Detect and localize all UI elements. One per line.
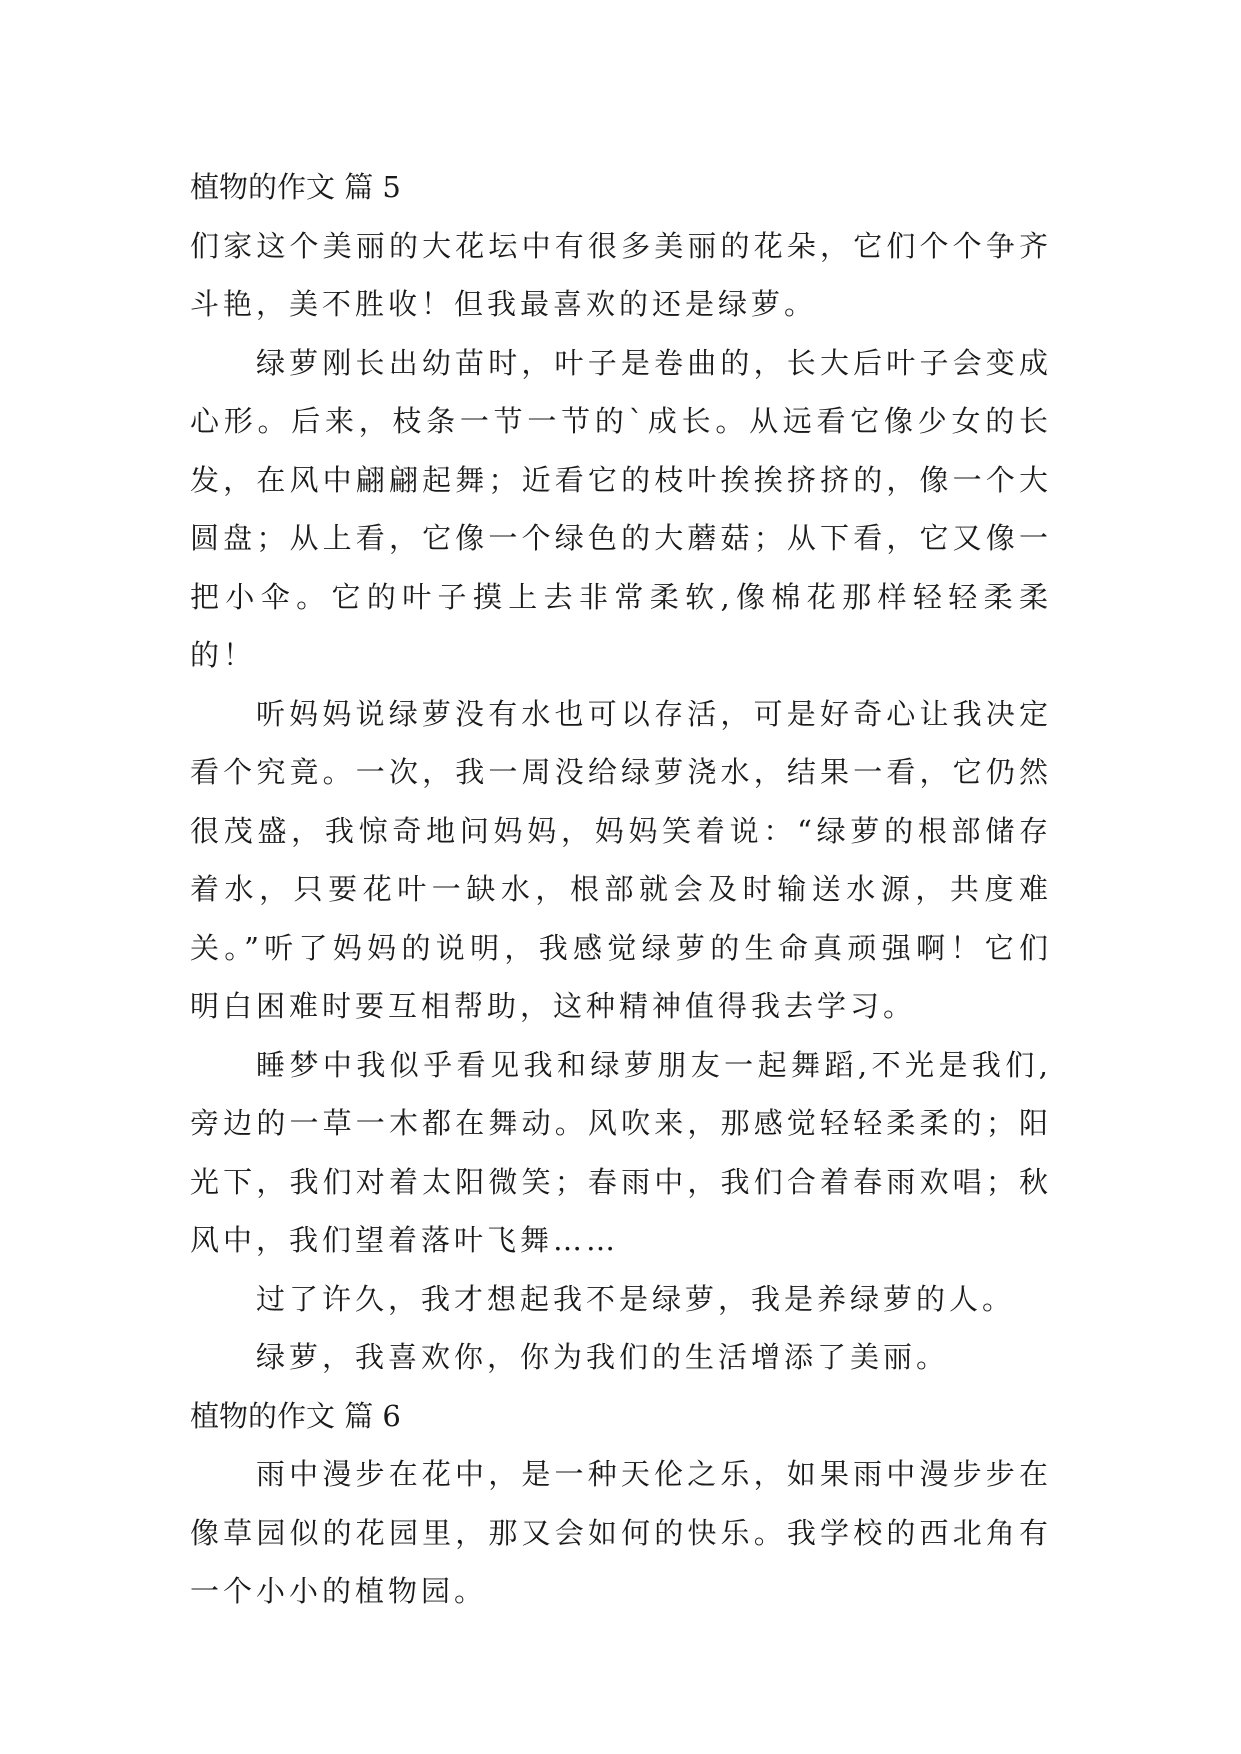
document-body (190, 158, 1052, 1621)
paragraph-garden: 雨中漫步在花中，是一种天伦之乐，如果雨中漫步步在像草园似的花园里，那又会如何的快乐。我学校的西北角有一个小小的植物园。 (190, 1457, 1052, 1608)
section-heading-6: 植物的作文 篇 6 (190, 1398, 401, 1433)
paragraph-realization: 过了许久，我才想起我不是绿萝，我是养绿萝的人。 (256, 1281, 1016, 1316)
section-heading-5: 植物的作文 篇 5 (190, 170, 401, 204)
paragraph-dream: 睡梦中我似乎看见我和绿萝朋友一起舞蹈,不光是我们,旁边的一草一木都在舞动。风吹来，那感觉轻轻柔柔的；阳光下，我们对着太阳微笑；春雨中，我们合着春雨欢唱；秋风中，我们望着落叶飞舞…… (190, 1047, 1052, 1257)
paragraph-closing: 绿萝，我喜欢你，你为我们的生活增添了美丽。 (256, 1340, 950, 1374)
paragraph-growth: 绿萝刚长出幼苗时，叶子是卷曲的，长大后叶子会变成心形。后来，枝条一节一节的`成长。从远看它像少女的长发，在风中翩翩起舞；近看它的枝叶挨挨挤挤的，像一个大圆盘；从上看，它像一个绿色的大蘑菇；从下看，它又像一把小伞。它的叶子摸上去非常柔软,像棉花那样轻轻柔柔的！ (190, 345, 1052, 672)
paragraph-intro: 们家这个美丽的大花坛中有很多美丽的花朵，它们个个争齐斗艳，美不胜收！但我最喜欢的还是绿萝。 (190, 228, 1052, 321)
paragraph-water: 听妈妈说绿萝没有水也可以存活，可是好奇心让我决定看个究竟。一次，我一周没给绿萝浇水，结果一看，它仍然很茂盛，我惊奇地问妈妈，妈妈笑着说：“绿萝的根部储存着水，只要花叶一缺水，根部就会及时输送水源，共度难关。”听了妈妈的说明，我感觉绿萝的生命真顽强啊！它们明白困难时要互相帮助，这种精神值得我去学习。 (190, 696, 1052, 1023)
